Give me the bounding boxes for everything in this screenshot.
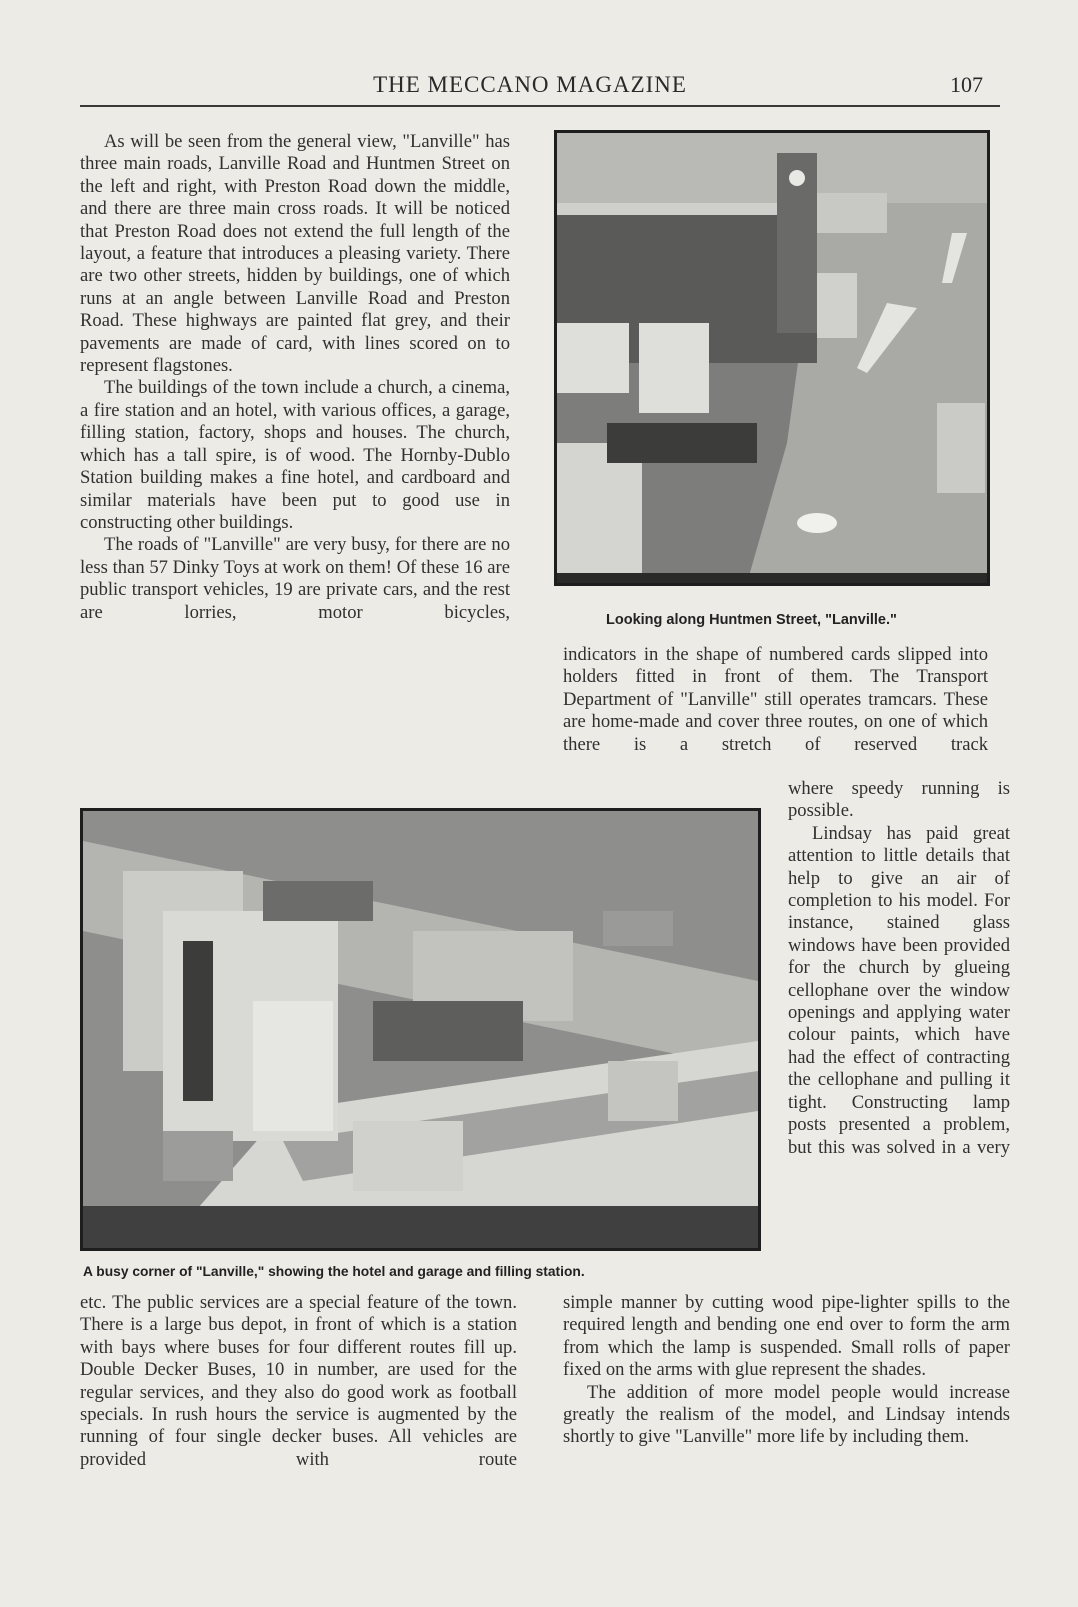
paragraph: simple manner by cutting wood pipe-lighter spills to the required length and bending one end over to form the arm from which the lamp is suspended. Small rolls of paper fixed on the arms with glue represent the shades. bbox=[563, 1292, 1010, 1381]
paragraph: The buildings of the town include a church, a cinema, a fire station and an hotel, with various offices, a garage, filling station, factory, shops and houses. The church, which has a tall spire, is of wood. The Hornby-Dublo Station building makes a fine hotel, and cardboard and similar materials have been put to good use in constructing other buildings. bbox=[80, 377, 510, 533]
caption-bottom-photo: A busy corner of "Lanville," showing the hotel and garage and filling station. bbox=[83, 1264, 585, 1279]
paragraph: etc. The public services are a special feature of the town. There is a large bus depot, in front of which is a station with bays where buses for four different routes fill up. Double Decker Buses, 10 in number, are used for the regular services, and they also do good work as football specials. In rush hours the service is augmented by the running of four single decker buses. All vehicles are provided with route bbox=[80, 1292, 517, 1470]
caption-top-photo: Looking along Huntmen Street, "Lanville." bbox=[606, 612, 897, 628]
photo-huntmen-street bbox=[554, 130, 990, 586]
right-column-top bbox=[563, 644, 988, 756]
paragraph: indicators in the shape of numbered cards slipped into holders fitted in front of them. The Transport Department of "Lanville" still operates tramcars. These are home-made and cover three routes, on one of which there is a stretch of reserved track bbox=[563, 644, 988, 755]
paragraph: As will be seen from the general view, "Lanville" has three main roads, Lanville Road and Huntmen Street on the left and right, with Preston Road down the middle, and there are three main cross roads. It will be noticed that Preston Road does not extend the full length of the layout, a feature that introduces a pleasing variety. There are two other streets, hidden by buildings, one of which runs at an angle between Lanville Road and Preston Road. These highways are painted flat grey, and their pavements are made of card, with lines scored on to represent flagstones. bbox=[80, 131, 510, 377]
right-column-bottom bbox=[563, 1292, 1010, 1449]
running-header-title: THE MECCANO MAGAZINE bbox=[373, 72, 687, 97]
paragraph: where speedy running is possible. bbox=[788, 778, 1010, 822]
paragraph: The addition of more model people would increase greatly the realism of the model, and Lindsay intends shortly to give "Lanville" more life by including them. bbox=[563, 1381, 1010, 1448]
left-column-top bbox=[80, 131, 510, 624]
photo-busy-corner bbox=[80, 808, 761, 1251]
page-number: 107 bbox=[950, 72, 983, 97]
header-rule bbox=[80, 105, 1000, 107]
paragraph: The roads of "Lanville" are very busy, for there are no less than 57 Dinky Toys at work on them! Of these 16 are public transport vehicles, 19 are private cars, and the rest are lorries, motor bicycles, bbox=[80, 534, 510, 623]
right-column-narrow bbox=[788, 778, 1010, 1159]
left-column-bottom bbox=[80, 1292, 517, 1471]
paragraph: Lindsay has paid great attention to little details that help to give an air of completion to his model. For instance, stained glass windows have been provided for the church by glueing cellophane over the window openings and applying water colour paints, which have had the effect of contracting the cellophane and pulling it tight. Constructing lamp posts presented a problem, but this was solved in a very bbox=[788, 822, 1010, 1158]
